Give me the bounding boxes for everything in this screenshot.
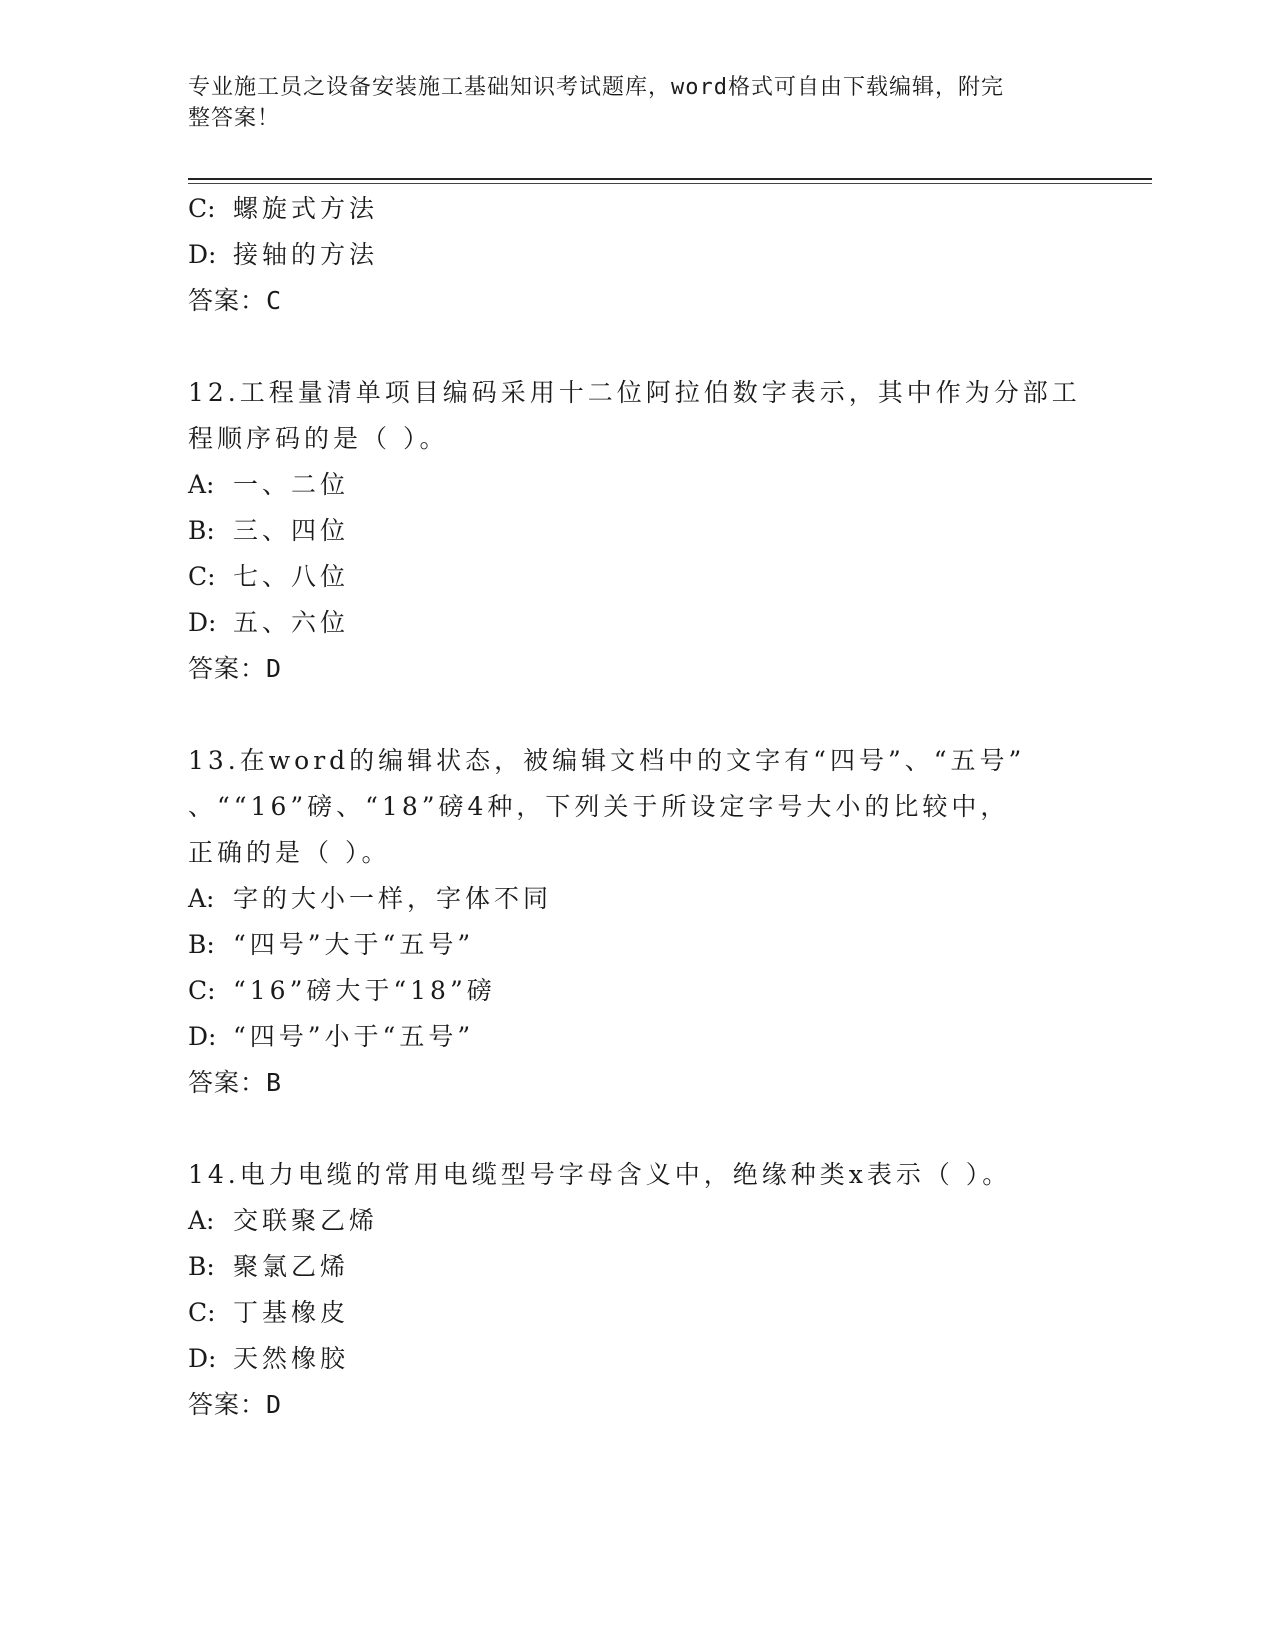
option-d xyxy=(188,1336,1088,1382)
option-text: 五、六位 xyxy=(233,608,350,637)
option-text: “四号”小于“五号” xyxy=(233,1022,475,1051)
answer-line: 答案：D xyxy=(188,1390,283,1419)
option-text: 七、八位 xyxy=(233,562,350,591)
question-11 xyxy=(188,186,1088,324)
option-a xyxy=(188,876,1088,922)
option-c xyxy=(188,1290,1088,1336)
question-13 xyxy=(188,738,1088,1106)
spacer xyxy=(188,1106,1088,1152)
answer-line: 答案：D xyxy=(188,654,283,683)
answer-line: 答案：C xyxy=(188,286,283,315)
option-label: D: xyxy=(188,1344,217,1373)
option-a xyxy=(188,462,1088,508)
spacer xyxy=(188,692,1088,738)
question-14 xyxy=(188,1152,1088,1428)
option-label: A: xyxy=(188,884,215,913)
option-d xyxy=(188,232,1088,278)
question-12 xyxy=(188,370,1088,692)
question-stem: 13.在word的编辑状态，被编辑文档中的文字有“四号”、“五号” xyxy=(188,746,1026,775)
option-text: 字的大小一样，字体不同 xyxy=(233,884,553,913)
question-stem: 、““16”磅、“18”磅4种，下列关于所设定字号大小的比较中， xyxy=(188,792,1010,821)
option-b xyxy=(188,508,1088,554)
option-label: C: xyxy=(188,1298,216,1327)
answer-line: 答案：B xyxy=(188,1068,283,1097)
option-a xyxy=(188,1198,1088,1244)
option-label: A: xyxy=(188,470,215,499)
option-d xyxy=(188,1014,1088,1060)
option-label: B: xyxy=(188,516,215,545)
option-text: 交联聚乙烯 xyxy=(233,1206,379,1235)
option-label: B: xyxy=(188,1252,215,1281)
option-label: A: xyxy=(188,1206,215,1235)
option-text: 聚氯乙烯 xyxy=(233,1252,350,1281)
spacer xyxy=(188,324,1088,370)
option-text: “四号”大于“五号” xyxy=(233,930,475,959)
document-header xyxy=(188,72,1068,134)
option-text: 天然橡胶 xyxy=(233,1344,350,1373)
option-text: 一、二位 xyxy=(233,470,350,499)
option-d xyxy=(188,600,1088,646)
option-text: 三、四位 xyxy=(233,516,350,545)
option-label: D: xyxy=(188,240,217,269)
option-text: 接轴的方法 xyxy=(233,240,379,269)
option-b xyxy=(188,922,1088,968)
question-stem: 14.电力电缆的常用电缆型号字母含义中，绝缘种类x表示（ ）。 xyxy=(188,1160,1012,1189)
question-stem: 12.工程量清单项目编码采用十二位阿拉伯数字表示，其中作为分部工 xyxy=(188,378,1081,407)
header-line-2: 整答案！ xyxy=(188,106,281,131)
question-stem: 程顺序码的是（ ）。 xyxy=(188,424,449,453)
option-label: C: xyxy=(188,194,216,223)
option-c xyxy=(188,554,1088,600)
header-line-1: 专业施工员之设备安装施工基础知识考试题库，word格式可自由下载编辑，附完 xyxy=(188,75,1004,100)
header-divider-thick xyxy=(188,178,1152,180)
question-list xyxy=(188,186,1088,1428)
option-c xyxy=(188,186,1088,232)
header-divider-thin xyxy=(188,183,1152,184)
option-label: C: xyxy=(188,976,216,1005)
option-text: 螺旋式方法 xyxy=(233,194,379,223)
option-label: D: xyxy=(188,608,217,637)
option-text: 丁基橡皮 xyxy=(233,1298,350,1327)
option-text: “16”磅大于“18”磅 xyxy=(233,976,496,1005)
option-label: C: xyxy=(188,562,216,591)
option-label: D: xyxy=(188,1022,217,1051)
option-c xyxy=(188,968,1088,1014)
option-label: B: xyxy=(188,930,215,959)
option-b xyxy=(188,1244,1088,1290)
question-stem: 正确的是（ ）。 xyxy=(188,838,391,867)
